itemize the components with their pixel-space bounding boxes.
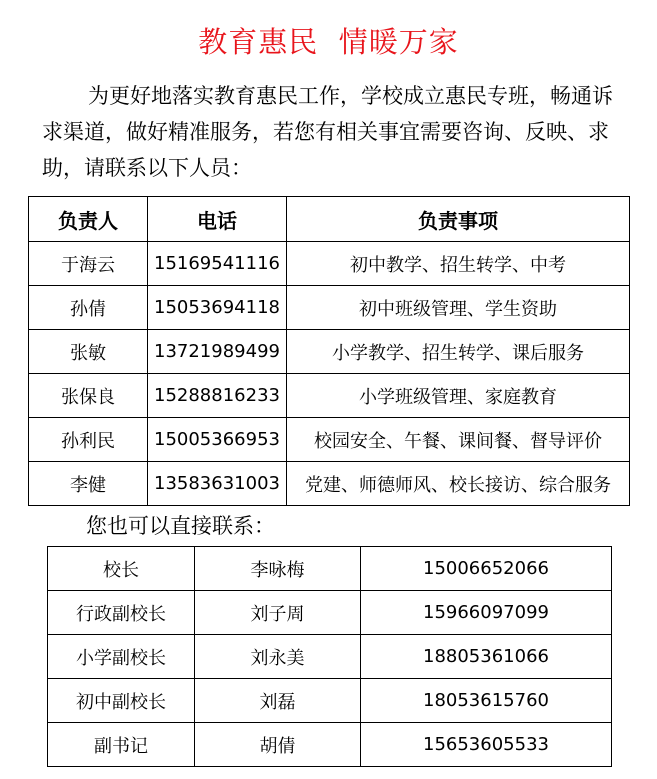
person-name: 张保良 <box>29 374 148 418</box>
table-row <box>48 547 612 591</box>
leader-phone: 15966097099 <box>361 591 612 635</box>
header-phone: 电话 <box>148 197 287 242</box>
person-phone: 15169541116 <box>148 242 287 286</box>
leader-phone: 18053615760 <box>361 679 612 723</box>
person-phone: 15288816233 <box>148 374 287 418</box>
person-duty: 校园安全、午餐、课间餐、督导评价 <box>287 418 630 462</box>
header-duty: 负责事项 <box>287 197 630 242</box>
person-name: 张敏 <box>29 330 148 374</box>
leader-name: 刘永美 <box>195 635 361 679</box>
school-leaders-table <box>47 546 612 767</box>
table-row <box>48 591 612 635</box>
table-row <box>29 418 630 462</box>
table-header-row <box>29 197 630 242</box>
leader-name: 刘磊 <box>195 679 361 723</box>
leader-position: 小学副校长 <box>48 635 195 679</box>
responsible-persons-table <box>28 196 630 506</box>
table-row <box>29 374 630 418</box>
table-row <box>29 286 630 330</box>
person-name: 孙倩 <box>29 286 148 330</box>
leader-name: 李咏梅 <box>195 547 361 591</box>
leader-position: 初中副校长 <box>48 679 195 723</box>
leader-phone: 18805361066 <box>361 635 612 679</box>
leader-position: 副书记 <box>48 723 195 767</box>
leader-position: 校长 <box>48 547 195 591</box>
leader-position: 行政副校长 <box>48 591 195 635</box>
table-row <box>29 330 630 374</box>
person-duty: 初中班级管理、学生资助 <box>287 286 630 330</box>
person-duty: 初中教学、招生转学、中考 <box>287 242 630 286</box>
person-name: 孙利民 <box>29 418 148 462</box>
table-row <box>48 679 612 723</box>
page-title: 教育惠民 情暖万家 <box>198 25 459 59</box>
leader-phone: 15653605533 <box>361 723 612 767</box>
direct-contact-label: 您也可以直接联系： <box>86 514 275 538</box>
header-person: 负责人 <box>29 197 148 242</box>
person-phone: 15005366953 <box>148 418 287 462</box>
leader-phone: 15006652066 <box>361 547 612 591</box>
person-name: 李健 <box>29 462 148 506</box>
person-name: 于海云 <box>29 242 148 286</box>
leader-name: 胡倩 <box>195 723 361 767</box>
table-row <box>48 635 612 679</box>
person-duty: 小学教学、招生转学、课后服务 <box>287 330 630 374</box>
person-phone: 15053694118 <box>148 286 287 330</box>
person-phone: 13721989499 <box>148 330 287 374</box>
leader-name: 刘子周 <box>195 591 361 635</box>
table-row <box>48 723 612 767</box>
intro-paragraph: 为更好地落实教育惠民工作，学校成立惠民专班，畅通诉求渠道，做好精准服务，若您有相关事宜需要咨询、反映、求助，请联系以下人员： <box>42 84 613 180</box>
table-row <box>29 462 630 506</box>
person-duty: 党建、师德师风、校长接访、综合服务 <box>287 462 630 506</box>
person-phone: 13583631003 <box>148 462 287 506</box>
table-row <box>29 242 630 286</box>
person-duty: 小学班级管理、家庭教育 <box>287 374 630 418</box>
